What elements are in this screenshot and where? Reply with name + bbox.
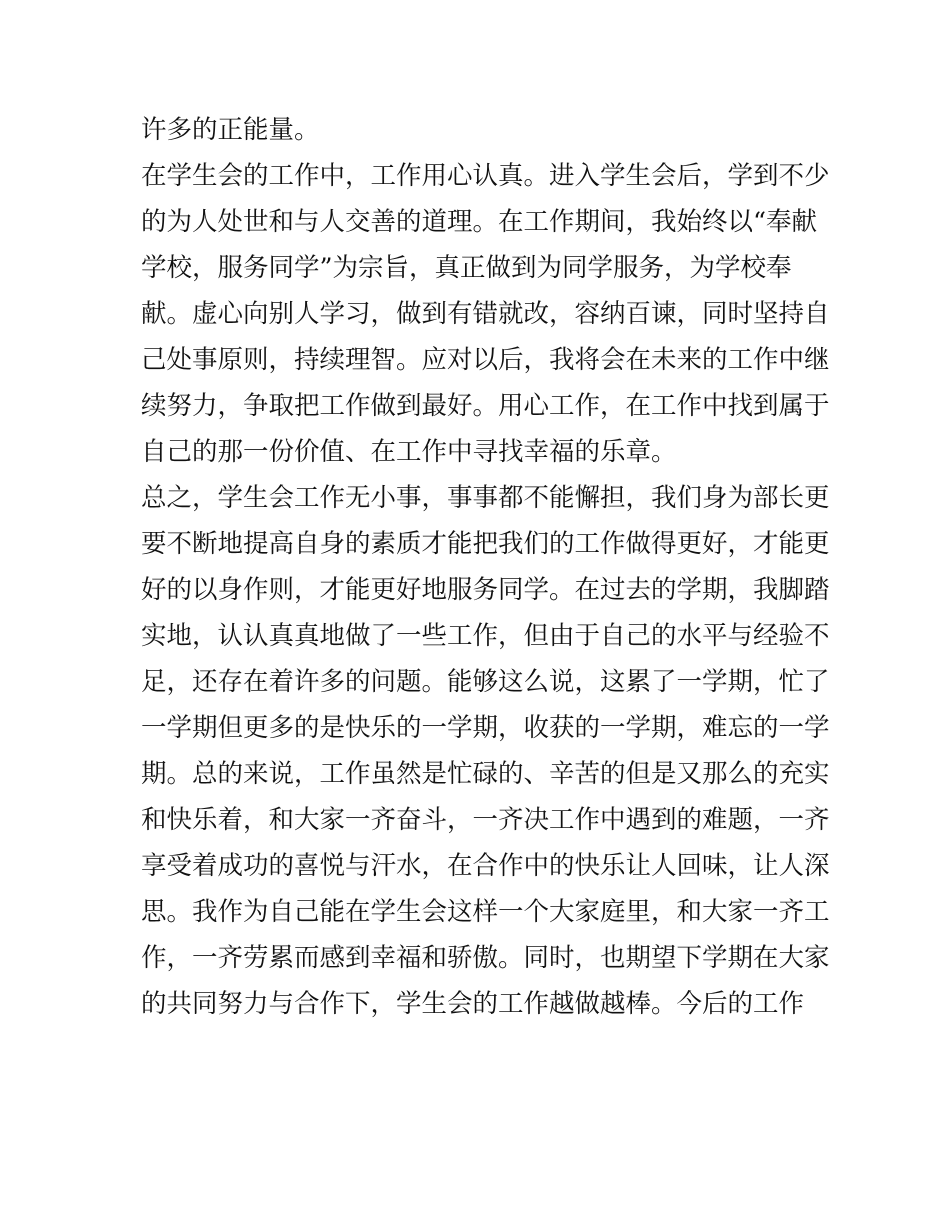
text-line: 好的以身作则，才能更好地服务同学。在过去的学期，我脚踏 (141, 575, 830, 605)
text-line: 许多的正能量。 (141, 115, 320, 145)
text-line: 足，还存在着许多的问题。能够这么说，这累了一学期，忙了 (141, 667, 830, 697)
text-line: 的共同努力与合作下，学生会的工作越做越棒。今后的工作 (141, 989, 805, 1019)
text-line: 总之，学生会工作无小事，事事都不能懈担，我们身为部长更 (141, 483, 830, 513)
text-line: 要不断地提高自身的素质才能把我们的工作做得更好，才能更 (141, 529, 830, 559)
text-line: 期。总的来说，工作虽然是忙碌的、辛苦的但是又那么的充实 (141, 759, 830, 789)
text-line: 享受着成功的喜悦与汗水，在合作中的快乐让人回味，让人深 (141, 851, 830, 881)
text-line: 和快乐着，和大家一齐奋斗，一齐决工作中遇到的难题，一齐 (141, 805, 830, 835)
text-line: 学校，服务同学”为宗旨，真正做到为同学服务，为学校奉 (141, 253, 792, 283)
text-line: 思。我作为自己能在学生会这样一个大家庭里，和大家一齐工 (141, 897, 830, 927)
text-line: 一学期但更多的是快乐的一学期，收获的一学期，难忘的一学 (141, 713, 830, 743)
text-line: 实地，认认真真地做了一些工作，但由于自己的水平与经验不 (141, 621, 830, 651)
text-line: 的为人处世和与人交善的道理。在工作期间，我始终以“奉献 (141, 207, 818, 237)
text-line: 在学生会的工作中，工作用心认真。进入学生会后，学到不少 (141, 161, 830, 191)
text-line: 献。虚心向别人学习，做到有错就改，容纳百谏，同时坚持自 (141, 299, 830, 329)
text-line: 己处事原则，持续理智。应对以后，我将会在未来的工作中继 (141, 345, 830, 375)
text-line: 自己的那一份价值、在工作中寻找幸福的乐章。 (141, 437, 677, 467)
text-line: 续努力，争取把工作做到最好。用心工作，在工作中找到属于 (141, 391, 830, 421)
body-text (141, 107, 830, 1027)
text-line: 作，一齐劳累而感到幸福和骄傲。同时，也期望下学期在大家 (141, 943, 830, 973)
